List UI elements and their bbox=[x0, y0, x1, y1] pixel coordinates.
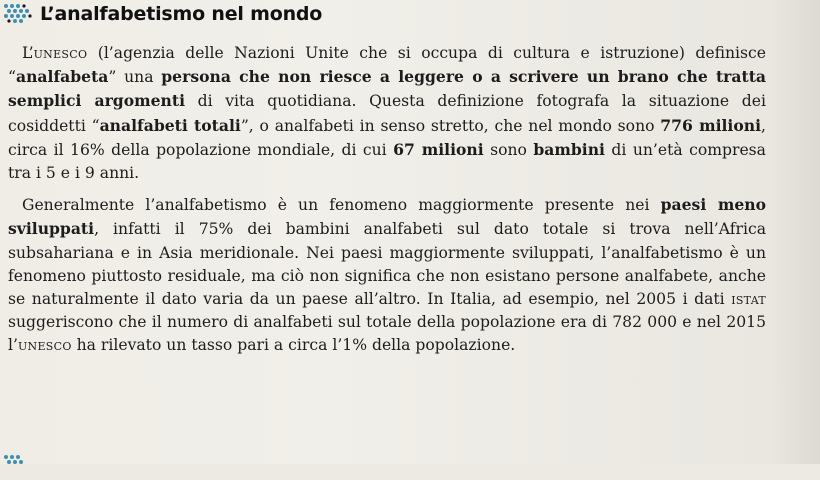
bold-term: paesi meno sviluppati bbox=[8, 195, 766, 239]
paragraph-2 bbox=[8, 193, 766, 357]
bold-term: bambini bbox=[533, 139, 605, 159]
section-heading bbox=[2, 0, 322, 28]
page-curl-shadow bbox=[770, 0, 820, 464]
acronym-istat: istat bbox=[731, 290, 766, 309]
bold-term: 67 milioni bbox=[393, 139, 484, 159]
next-section-heading-partial bbox=[2, 450, 40, 480]
dots-icon bbox=[2, 2, 34, 26]
text-run: suggeriscono che il numero di analfabeti sul totale della popolazione era di 782 000 e nel 2015 l’ bbox=[8, 313, 766, 355]
text-run: , infatti il 75% dei bambini analfabeti sul dato totale si trova nell’Africa subsahariana e in Asia meridionale. Nei paesi maggiormente sviluppati, l’analfabetismo è un fenomeno piuttosto residuale, ma ciò non significa che non esistano persone analfabete, anche se naturalmente il dato varia da un paese all’altro. In Italia, ad esempio, nel 2005 i dati bbox=[8, 220, 766, 309]
acronym-unesco: unesco bbox=[17, 336, 72, 355]
text-run: sono bbox=[483, 140, 534, 159]
article-body bbox=[8, 42, 766, 358]
dots-icon bbox=[2, 453, 34, 477]
text-run: ”, o analfabeti in senso stretto, che nel mondo sono bbox=[240, 116, 661, 135]
text-run: (l’agenzia delle Nazioni Unite che si occupa di cultura e istruzione) definisce “ bbox=[8, 44, 766, 87]
text-run: Generalmente l’analfabetismo è un fenomeno maggiormente presente nei bbox=[22, 196, 661, 215]
bold-term: analfabeta bbox=[15, 67, 109, 87]
text-run: di un’età compresa tra i 5 e i 9 anni. bbox=[8, 140, 766, 183]
text-run: , circa il 16% della popolazione mondiale, di cui bbox=[8, 116, 766, 159]
text-run: ” una bbox=[108, 68, 162, 87]
text-run: ha rilevato un tasso pari a circa l’1% della popolazione. bbox=[71, 336, 516, 355]
acronym-unesco: unesco bbox=[33, 44, 88, 62]
section-title: L’analfabetismo nel mondo bbox=[40, 3, 323, 25]
bold-term: persona che non riesce a leggere o a scrivere un brano che tratta semplici argomenti bbox=[8, 67, 766, 111]
bold-term: 776 milioni bbox=[660, 115, 762, 135]
paragraph-1 bbox=[8, 42, 766, 185]
text-run: L’ bbox=[22, 44, 34, 62]
bold-term: analfabeti totali bbox=[99, 115, 241, 135]
text-run: di vita quotidiana. Questa definizione fotografa la situazione dei cosiddetti “ bbox=[8, 92, 766, 135]
